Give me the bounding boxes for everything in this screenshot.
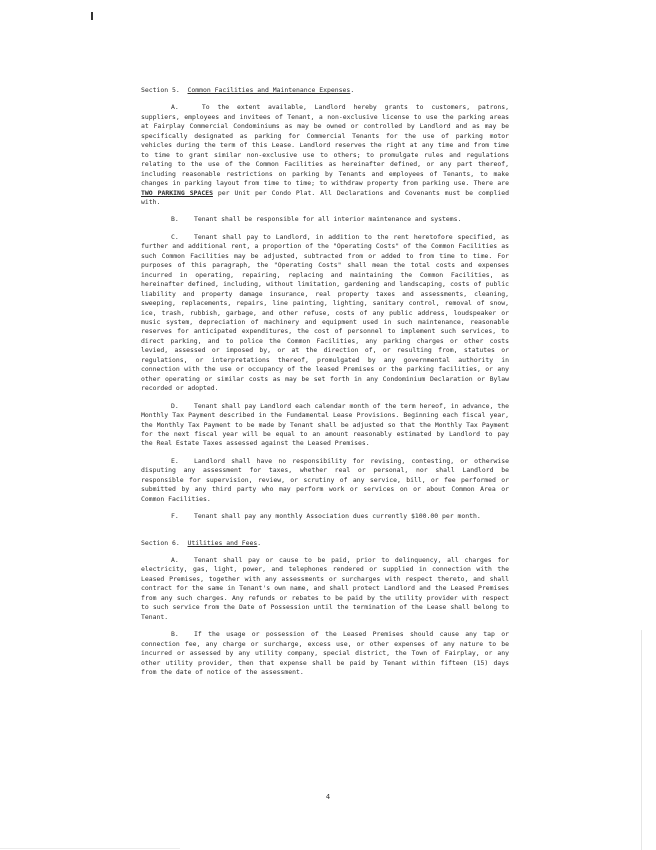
paragraph-label: E. (171, 456, 179, 465)
paragraph-label: A. (171, 103, 179, 112)
paragraph-text: If the usage or possession of the Leased Premises should cause any tap or connection fee, any charge or surcharge, excess use, or other expenses of any nature to be incurred or assessed by any utility company, special district, the Town of Fairplay, or any other utility provider, then that expense shall be paid by Tenant within fifteen (15) days from the date of notice of the assessment. (141, 630, 509, 677)
paragraph-label: A. (171, 556, 179, 565)
section-5-paragraph-e (141, 457, 509, 504)
paragraph-text: Tenant shall be responsible for all interior maintenance and systems. (194, 215, 462, 224)
paragraph-label: C. (171, 232, 179, 241)
section-6-heading (141, 539, 509, 548)
paragraph-label: B. (171, 215, 179, 224)
scan-bottom-edge (0, 848, 180, 849)
paragraph-text: Tenant shall pay to Landlord, in addition to the rent heretofore specified, as further and additional rent, a proportion of the "Operating Costs" of the Common Facilities as such Common Facilities may be adjusted, subtracted from or added to from time to time. For purposes of this paragraph, the "Operating Costs" shall mean the total costs and expenses incurred in operating, repairing, replacing and maintaining the Common Facilities, as hereinafter defined, including, without limitation, gardening and landscaping, costs of public liability and property damage insurance, real property taxes and assessments, cleaning, sweeping, replacements, repairs, line painting, lighting, sanitary control, removal of snow, ice, trash, rubbish, garbage, and other refuse, costs of any public address, loudspeaker or music system, depreciation of machinery and equipment used in such maintenance, reasonable reserves for anticipated expenditures, the cost of personnel to implement such services, to direct parking, and to police the Common Facilities, any parking charges or other costs levied, assessed or imposed by, or at the direction of, or resulting from, statutes or regulations, or interpretations thereof, promulgated by any governmental authority in connection with the use or occupancy of the leased Premises or the parking facilities, or any other operating or similar costs as may be set forth in any Condominium Declaration or Bylaw recorded or adopted. (141, 232, 509, 393)
lease-text-body (141, 86, 509, 677)
paragraph-text: Tenant shall pay Landlord each calendar month of the term hereof, in advance, the Monthly Tax Payment described in the Fundamental Lease Provisions. Beginning each fiscal year, the Monthly Tax Payment to be made by Tenant shall be adjusted so that the Monthly Tax Payment for the next fiscal year will be equal to an amount reasonably estimated by Landlord to pay the Real Estate Taxes assessed against the Leased Premises. (141, 401, 509, 448)
section-5-period: . (350, 86, 355, 94)
paragraph-text: To the extent available, Landlord hereby grants to customers, patrons, suppliers, employees and invitees of Tenant, a non-exclusive license to use the parking areas at Fairplay Commercial Condominiums as may be owned or controlled by Landlord and as may be specifically designated as parking for Commercial Tenants for the use of parking motor vehicles during the term of this Lease. Landlord reserves the right at any time and from time to time to grant similar non-exclusive use to others; to promulgate rules and regulations relating to the use of the Common Facilities as hereinafter defined, or any part thereof, including reasonable restrictions on parking by Tenants and employees of Tenants, to make changes in parking layout from time to time; to withdraw property from parking use. There are (141, 103, 509, 188)
section-6-paragraph-a (141, 556, 509, 622)
paragraph-text: Landlord shall have no responsibility for revising, contesting, or otherwise disputing any assessment for taxes, whether real or personal, nor shall Landlord be responsible for supervision, review, or scrutiny of any service, bill, or fee performed or submitted by any third party who may perform work or services on or about Common Area or Common Facilities. (141, 456, 509, 503)
section-5-title: Common Facilities and Maintenance Expenses (187, 86, 351, 94)
paragraph-label: B. (171, 630, 179, 639)
section-6-title: Utilities and Fees (187, 538, 258, 547)
section-5-number: Section 5. (141, 86, 180, 94)
section-5-paragraph-a (141, 103, 509, 207)
section-6-number: Section 6. (141, 538, 180, 547)
scan-mark (91, 12, 93, 20)
paragraph-text: Tenant shall pay any monthly Association dues currently $100.00 per month. (194, 512, 481, 521)
parking-spaces-emphasis: TWO PARKING SPACES (141, 188, 213, 197)
section-6-period: . (257, 538, 262, 547)
section-5-heading (141, 86, 509, 95)
paragraph-text-continued: per Unit per Condo Plat. All Declarations and Covenants must be complied with. (141, 188, 509, 206)
page-number: 4 (325, 793, 331, 801)
paragraph-text: Tenant shall pay or cause to be paid, prior to delinquency, all charges for electricity, gas, light, power, and telephones rendered or supplied in connection with the Leased Premises, together with any assessments or surcharges with respect thereto, and shall contract for the same in Tenant's own name, and shall protect Landlord and the Leased Premises from any such charges. Any refunds or rebates to be paid by the utility provider with respect to such service from the Date of Possession until the termination of the Lease shall belong to Tenant. (141, 556, 509, 621)
section-5-paragraph-f (141, 512, 509, 521)
section-5-paragraph-b (141, 215, 509, 224)
section-5-paragraph-c (141, 233, 509, 394)
scan-edge-line (641, 630, 642, 850)
paragraph-label: D. (171, 401, 179, 410)
section-5-paragraph-d (141, 402, 509, 449)
section-6-paragraph-b (141, 630, 509, 677)
paragraph-label: F. (171, 512, 179, 521)
